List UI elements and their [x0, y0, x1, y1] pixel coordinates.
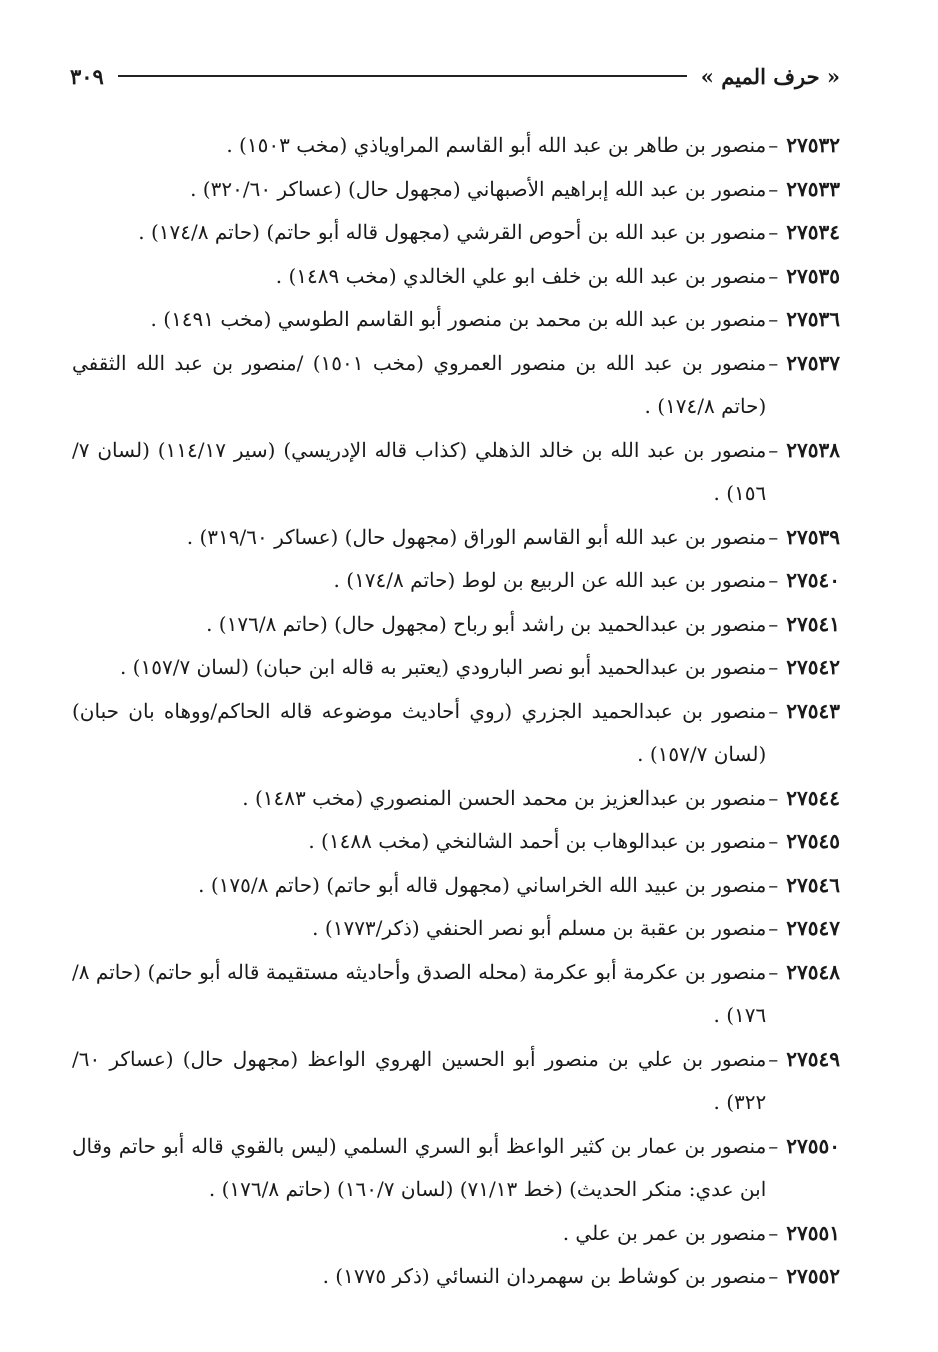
entry-number: ٢٧٥٥٢ [786, 1264, 840, 1288]
entry-dash: – [768, 872, 779, 897]
entry-number: ٢٧٥٥١ [786, 1220, 840, 1245]
entry-text: منصور بن طاهر بن عبد الله أبو القاسم المراوياذي (مخب ١٥٠٣) . [226, 133, 767, 157]
entry-dash: – [768, 785, 779, 810]
list-item [72, 255, 840, 299]
entry-number: ٢٧٥٤٤ [786, 785, 840, 810]
entry-text: منصور بن عكرمة أبو عكرمة (محله الصدق وأحاديثه مستقيمة قاله أبو حاتم) (حاتم ٨/ ١٧٦) . [72, 959, 767, 1027]
list-item [72, 1255, 840, 1299]
entry-text: منصور بن عبدالعزيز بن محمد الحسن المنصوري (مخب ١٤٨٣) . [242, 785, 767, 810]
entry-dash: – [768, 437, 779, 462]
entry-number: ٢٧٥٤١ [786, 611, 840, 636]
entry-text: منصور بن عمار بن كثير الواعظ أبو السري السلمي (ليس بالقوي قاله أبو حاتم وقال ابن عدي: منكر الحديث) (خط ٧١/١٣) (لسان ١٦٠/٧) (حاتم ١٧٦/٨) . [72, 1133, 767, 1201]
entry-text: منصور بن كوشاط بن سهمردان النسائي (ذكر ١٧٧٥) . [322, 1264, 767, 1288]
entry-dash: – [768, 1264, 779, 1288]
entry-number: ٢٧٥٤٢ [786, 655, 840, 679]
list-item [72, 429, 840, 516]
entry-text: منصور بن عبد الله بن خلف ابو علي الخالدي (مخب ١٤٨٩) . [275, 263, 767, 288]
list-item [72, 864, 840, 908]
entry-dash: – [768, 307, 779, 331]
header-rule [118, 75, 687, 77]
list-item [72, 516, 840, 560]
entry-dash: – [768, 655, 779, 679]
page-number: ٣٠٩ [70, 63, 104, 89]
entry-list [72, 124, 840, 1299]
list-item [72, 1212, 840, 1256]
list-item [72, 168, 840, 212]
entry-text: منصور بن عبدالحميد بن راشد أبو رباح (مجهول حال) (حاتم ١٧٦/٨) . [206, 611, 767, 636]
entry-text: منصور بن عبد الله بن خالد الذهلي (كذاب قاله الإدريسي) (سير ١١٤/١٧) (لسان ٧/ ١٥٦) . [72, 437, 767, 505]
entry-text: منصور بن عبد الله بن أحوص القرشي (مجهول قاله أبو حاتم) (حاتم ١٧٤/٨) . [138, 220, 767, 244]
entry-dash: – [768, 524, 779, 549]
entry-dash: – [768, 611, 779, 636]
entry-text: منصور بن عبدالحميد أبو نصر البارودي (يعتبر به قاله ابن حبان) (لسان ١٥٧/٧) . [119, 655, 767, 679]
list-item [72, 559, 840, 603]
entry-text: منصور بن عبد الله بن منصور العمروي (مخب ١٥٠١) /منصور بن عبد الله الثقفي (حاتم ١٧٤/٨) . [72, 350, 767, 418]
entry-text: منصور بن عبد الله عن الربيع بن لوط (حاتم ١٧٤/٨) . [333, 568, 767, 592]
entry-number: ٢٧٥٤٥ [786, 829, 840, 853]
entry-number: ٢٧٥٤٦ [786, 872, 840, 897]
list-item [72, 124, 840, 168]
entry-number: ٢٧٥٣٥ [786, 263, 840, 288]
entry-number: ٢٧٥٤٧ [786, 916, 840, 940]
entry-number: ٢٧٥٤٣ [786, 698, 840, 723]
entry-text: منصور بن عقبة بن مسلم أبو نصر الحنفي (ذكر/١٧٧٣) . [312, 916, 767, 940]
list-item [72, 907, 840, 951]
list-item [72, 342, 840, 429]
list-item [72, 646, 840, 690]
entry-number: ٢٧٥٣٨ [786, 437, 840, 462]
chapter-title: « حرف الميم » [700, 63, 840, 89]
entry-number: ٢٧٥٤٠ [786, 568, 840, 592]
entry-number: ٢٧٥٤٨ [786, 959, 840, 984]
entry-dash: – [768, 133, 779, 157]
entry-text: منصور بن عبد الله إبراهيم الأصبهاني (مجهول حال) (عساكر ٣٢٠/٦٠) . [190, 176, 767, 201]
entry-number: ٢٧٥٣٦ [786, 307, 840, 331]
entry-dash: – [768, 1220, 779, 1245]
list-item [72, 1125, 840, 1212]
entry-text: منصور بن عبد الله بن محمد بن منصور أبو القاسم الطوسي (مخب ١٤٩١) . [150, 307, 767, 331]
entry-number: ٢٧٥٥٠ [786, 1133, 840, 1158]
page-header [70, 58, 840, 94]
entry-dash: – [768, 1046, 779, 1071]
entry-dash: – [768, 829, 779, 853]
entry-number: ٢٧٥٣٧ [786, 350, 840, 375]
entry-number: ٢٧٥٤٩ [786, 1046, 840, 1071]
entry-number: ٢٧٥٣٣ [786, 176, 840, 201]
entry-number: ٢٧٥٣٢ [786, 133, 840, 157]
list-item [72, 951, 840, 1038]
entry-text: منصور بن عبدالوهاب بن أحمد الشالنخي (مخب ١٤٨٨) . [308, 829, 767, 853]
list-item [72, 603, 840, 647]
list-item [72, 777, 840, 821]
entry-dash: – [768, 220, 779, 244]
entry-dash: – [768, 698, 779, 723]
entry-text: منصور بن عبيد الله الخراساني (مجهول قاله أبو حاتم) (حاتم ١٧٥/٨) . [198, 872, 767, 897]
entry-dash: – [768, 1133, 779, 1158]
list-item [72, 820, 840, 864]
entry-dash: – [768, 350, 779, 375]
list-item [72, 211, 840, 255]
entry-dash: – [768, 959, 779, 984]
entry-number: ٢٧٥٣٤ [786, 220, 840, 244]
list-item [72, 1038, 840, 1125]
entry-dash: – [768, 916, 779, 940]
list-item [72, 298, 840, 342]
entry-text: منصور بن عبد الله أبو القاسم الوراق (مجهول حال) (عساكر ٣١٩/٦٠) . [186, 524, 767, 549]
entry-dash: – [768, 263, 779, 288]
entry-text: منصور بن عبدالحميد الجزري (روي أحاديث موضوعه قاله الحاكم/ووهاه بان حبان) (لسان ١٥٧/٧) . [72, 698, 767, 766]
entry-text: منصور بن عمر بن علي . [562, 1220, 767, 1245]
entry-text: منصور بن علي بن منصور أبو الحسين الهروي الواعظ (مجهول حال) (عساكر ٦٠/ ٣٢٢) . [72, 1046, 767, 1114]
entry-dash: – [768, 176, 779, 201]
list-item [72, 690, 840, 777]
entry-dash: – [768, 568, 779, 592]
entry-number: ٢٧٥٣٩ [786, 524, 840, 549]
